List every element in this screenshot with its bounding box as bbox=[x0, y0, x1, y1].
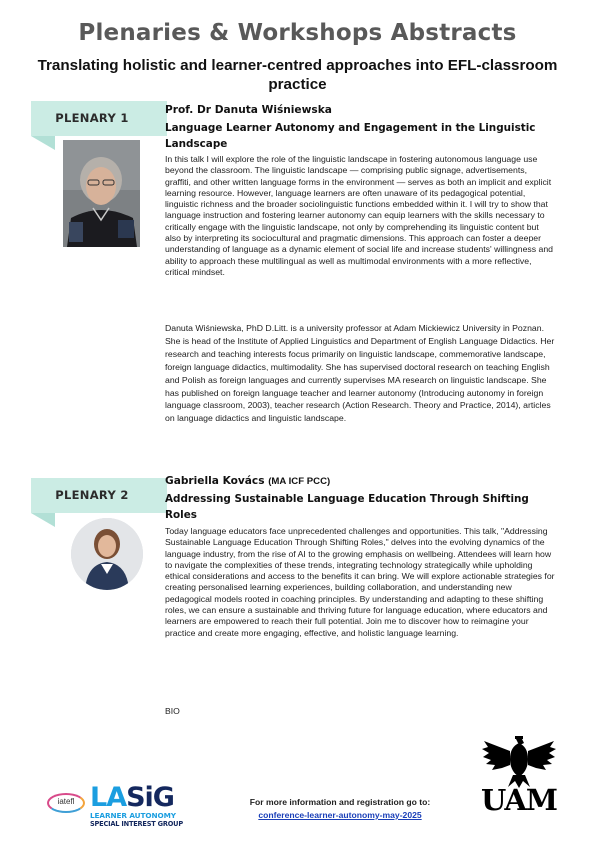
plenary-1-bio: Danuta Wiśniewska, PhD D.Litt. is a university professor at Adam Mickiewicz University in Poznan. She is head of the Institute of Applied Linguistics and Department of English Language Didactics. Her research and teaching interests focus primarily on linguistic landscape, commemorative landscape, foreign language didactics, multimodality. She has supervised doctoral research on teaching English and Polish as foreign languages and currently supervises MA research on linguistic landscape. She has published on foreign language teacher and learner autonomy (Introducing autonomy in foreign language classroom, 2003), teacher research (Action Research. Theory and Practice, 2014), articles on language didactics and linguistic landscape. bbox=[165, 323, 555, 424]
plenary-2-ribbon bbox=[31, 478, 167, 513]
speaker-2-portrait-icon bbox=[71, 518, 143, 590]
speaker-1-name: Prof. Dr Danuta Wiśniewska bbox=[165, 104, 332, 116]
registration-link[interactable]: conference-learner-autonomy-may-2025 bbox=[258, 810, 422, 820]
page-subtitle: Translating holistic and learner-centred approaches into EFL-classroom practice bbox=[37, 57, 558, 93]
speaker-1-portrait-icon bbox=[63, 140, 140, 247]
plenary-1-abstract: In this talk I will explore the role of the linguistic landscape in fostering autonomous language use beyond the classroom. The linguistic landscape — comprising public signage, advertisements, graffiti, and other written language forms in the environment — serves as both an implicit and explicit learning resource. However, language learners are often unaware of its pedagogical potential, linguistic richness and the broader sociolinguistic functions embedded within it. I will try to show that language instruction and fostering learner autonomy can equip learners with the skills necessary to critically engage with the linguistic landscape, not only by comprehending its linguistic content but also by interpreting its sociocultural and pragmatic dimensions. This approach can foster a deeper understanding of language as a dynamic element of social life and increase students' willingness and ability to approach these multilingual as well as multimodal environments with a more reflective, critical mindset. bbox=[165, 154, 554, 277]
uam-wordmark: UAM bbox=[481, 783, 557, 817]
lasig-line-1: LEARNER AUTONOMY bbox=[90, 811, 176, 820]
eagle-emblem-icon bbox=[480, 733, 558, 789]
lasig-wordmark bbox=[90, 784, 198, 812]
plenary-1-label: PLENARY 1 bbox=[55, 111, 129, 125]
speaker-2-name: Gabriella Kovács bbox=[165, 475, 265, 487]
speaker-2-name-line bbox=[165, 475, 330, 487]
lasig-la: LA bbox=[90, 782, 127, 813]
page-title: Plenaries & Workshops Abstracts bbox=[78, 20, 517, 46]
speaker-2-credentials: (MA ICF PCC) bbox=[268, 476, 331, 487]
speaker-1-photo bbox=[63, 140, 140, 247]
plenary-2-label: PLENARY 2 bbox=[55, 488, 129, 502]
footer-info-text: For more information and registration go to: bbox=[249, 797, 431, 807]
speaker-2-photo bbox=[71, 518, 143, 590]
plenary-2-title: Addressing Sustainable Language Education Through Shifting Roles bbox=[165, 493, 529, 521]
plenary-2-abstract: Today language educators face unprecedented challenges and opportunities. This talk, "Addressing Sustainable Language Education Through Shifting Roles," delves into the evolving dynamics of the language industry, from the rise of AI to the growing emphasis on wellbeing. Attendees will learn how to navigate the complexities of these trends, integrating technology strategically while upholding ethical considerations and access to the benefits it can bring. We will explore actionable strategies for creating personalised learning experiences, building collaboration, and understanding new pedagogical models rooted in coaching principles. By understanding and adapting to these shifting roles, we can ensure a sustainable and thriving future for language education, where educators and learners are empowered to reach their full potential. Join me to discover how to reimagine your practice and create more engaging, effective, and holistic language learning. bbox=[165, 526, 555, 638]
plenary-1-title: Language Learner Autonomy and Engagement in the Linguistic Landscape bbox=[165, 122, 536, 150]
iatefl-text: iatefl bbox=[57, 797, 75, 806]
uam-logo bbox=[480, 733, 558, 823]
plenary-2-bio-label: BIO bbox=[165, 706, 180, 716]
lasig-line-2: SPECIAL INTEREST GROUP bbox=[90, 820, 183, 828]
lasig-logo bbox=[90, 784, 198, 828]
iatefl-logo bbox=[47, 793, 85, 813]
lasig-sig: SiG bbox=[126, 782, 174, 813]
plenary-1-ribbon bbox=[31, 101, 167, 136]
